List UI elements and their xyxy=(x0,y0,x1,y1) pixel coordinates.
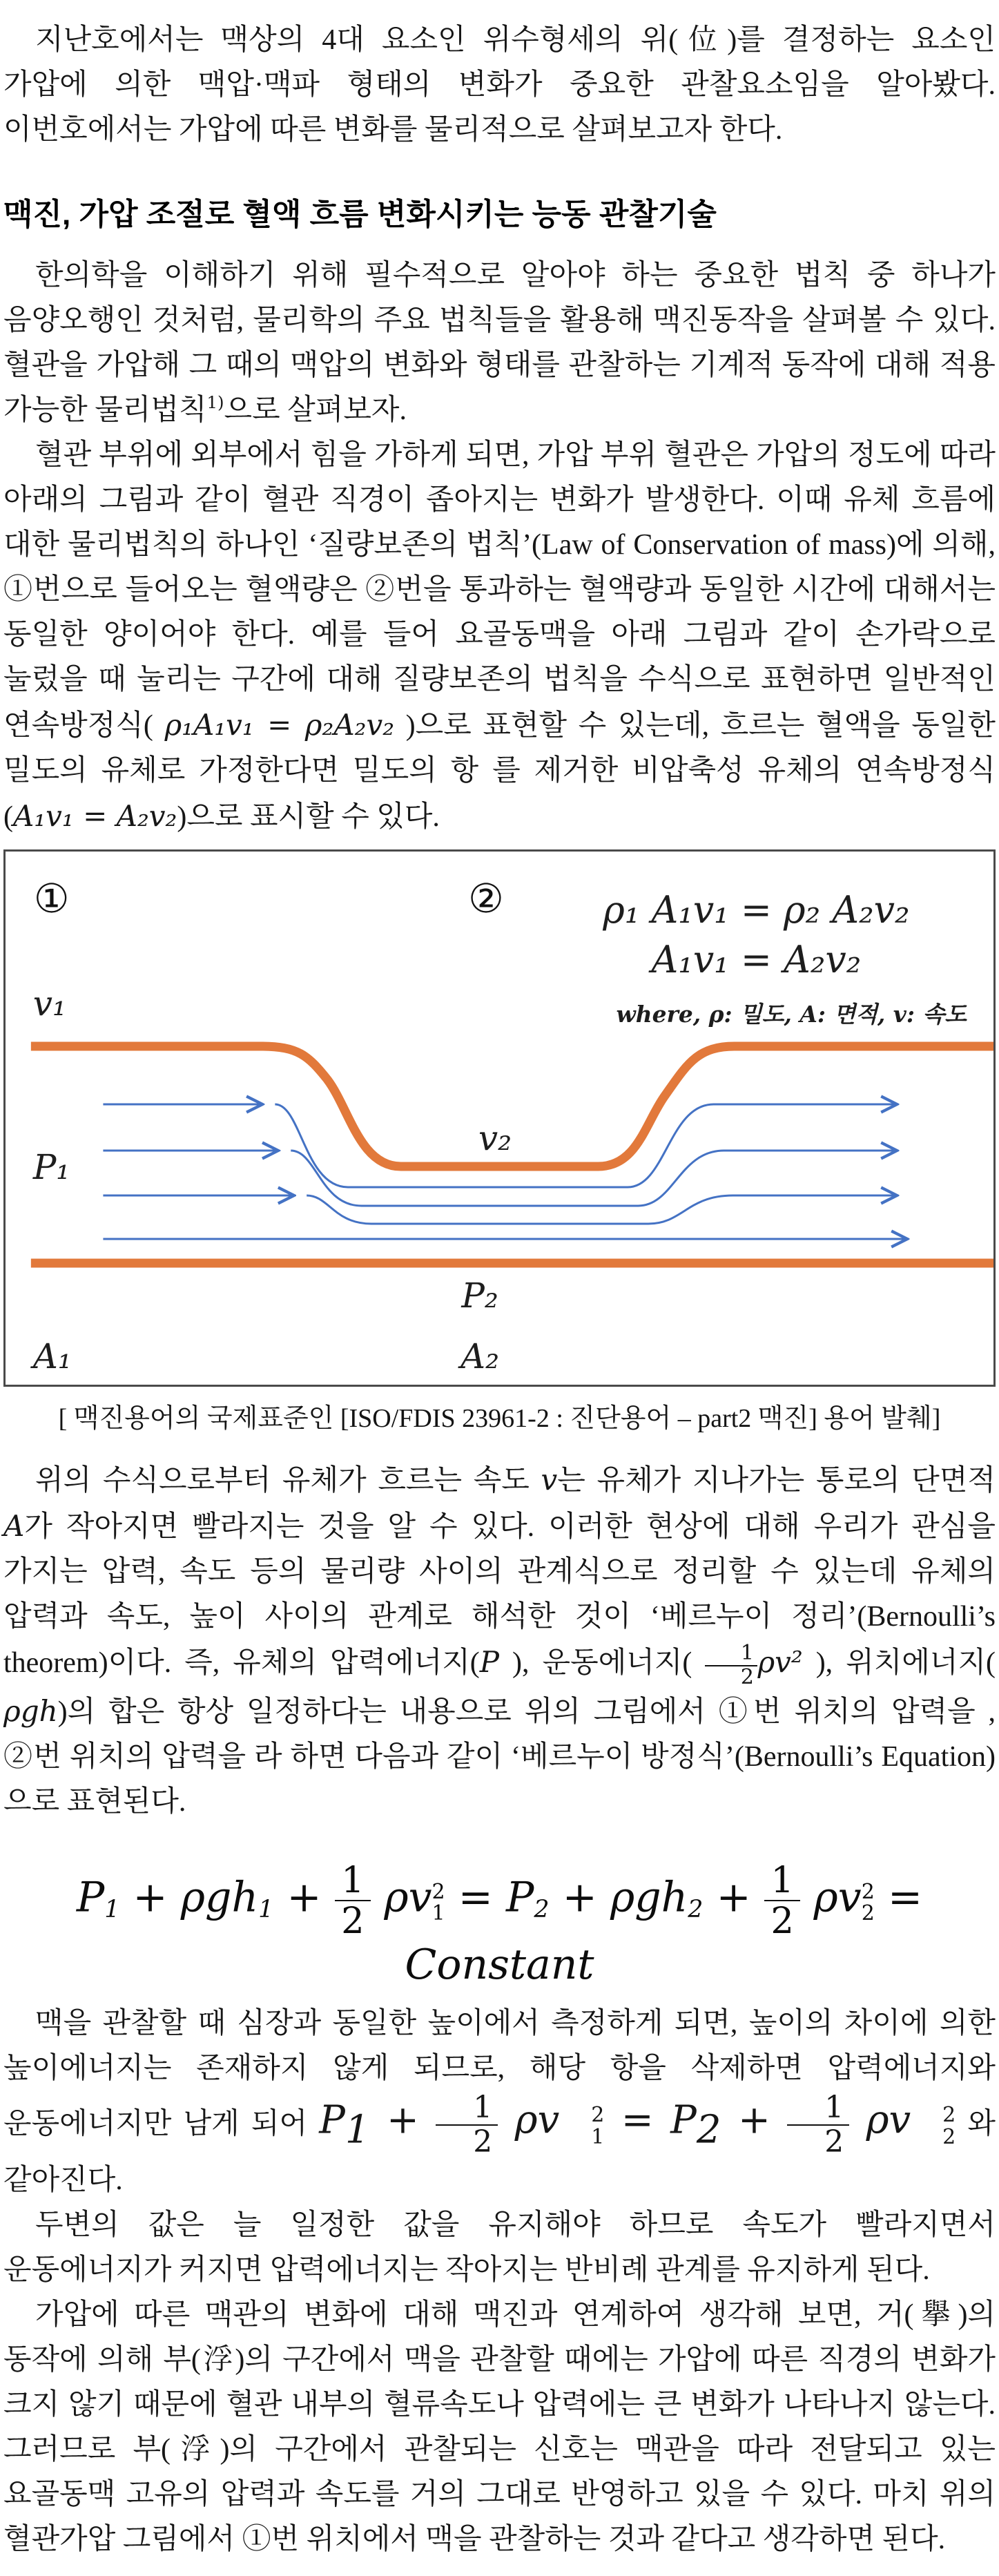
vessel-flow-svg xyxy=(6,852,993,1385)
article xyxy=(3,18,996,2562)
section-heading: 맥진, 가압 조절로 혈액 흐름 변화시키는 능동 관찰기술 xyxy=(3,198,717,231)
streamline-3-right xyxy=(307,1195,895,1224)
circled-2-label: ② xyxy=(468,874,504,923)
area-1-label: A₁ xyxy=(32,1336,72,1377)
bernoulli-equation: $P_1 + \rho gh_1$ + $\frac{1}{2}$ ρv 2 1 = $P_2 + \rho gh_2$ + $\frac{1}{2}$ ρv 2 2 = Constant xyxy=(76,1859,923,1990)
velocity-2-label: v₂ xyxy=(478,1117,512,1159)
pressure-2-label: P₂ xyxy=(461,1275,498,1316)
area-2-label: A₂ xyxy=(460,1336,500,1377)
intro-paragraph: 지난호에서는 맥상의 4대 요소인 위수형세의 위(位)를 결정하는 요소인 가압에 의한 맥압·맥파 형태의 변화가 중요한 관찰요소임을 알아봤다. 이번호에서는 가압에 따른 변화를 물리적으로 살펴보고자 한다. xyxy=(3,24,996,146)
vessel-top-wall xyxy=(31,1046,993,1166)
where-note-label: where, ρ: 밀도, A: 면적, v: 속도 xyxy=(616,1000,967,1028)
continuity-equation-label: ρ₁ A₁v₁ = ρ₂ A₂v₂ xyxy=(603,887,910,932)
paragraph-simplified-equation: 맥을 관찰할 때 심장과 동일한 높이에서 측정하게 되면, 높이의 차이에 의한 높이에너지는 존재하지 않게 되므로, 해당 항을 삭제하면 압력에너지와 운동에너지만 남게 되어 $P_1$ + $\frac{1}{2}$ ρv 2 1 = $P_2$ + $\frac{1}{2}$ ρv 2 2 와 같아진다. xyxy=(3,2008,996,2197)
circled-1-label: ① xyxy=(33,874,70,923)
paragraph-mass-conservation: 혈관 부위에 외부에서 힘을 가하게 되면, 가압 부위 혈관은 가압의 정도에 따라 아래의 그림과 같이 혈관 직경이 좁아지는 변화가 발생한다. 이때 유체 흐름에 대한 물리법칙의 하나인 ‘질량보존의 법칙’(Law of Conservation of mass)에 의해, ①번으로 들어오는 혈액량은 ②번을 통과하는 혈액량과 동일한 시간에 대해서는 동일한 양이어야 한다. 예를 들어 요골동맥을 아래 그림과 같이 손가락으로 눌렀을 때 눌리는 구간에 대해 질량보존의 법칙을 수식으로 표현하면 일반적인 연속방정식( ρ₁A₁v₁ = ρ₂A₂v₂ )으로 표현할 수 있는데, 흐르는 혈액을 동일한 밀도의 유체로 가정한다면 밀도의 항 를 제거한 비압축성 유체의 연속방정식(A₁v₁ = A₂v₂)으로 표시할 수 있다. xyxy=(3,439,996,833)
paragraph-pulse-application: 가압에 따른 맥관의 변화에 대해 맥진과 연계하여 생각해 보면, 거(擧)의 동작에 의해 부(浮)의 구간에서 맥을 관찰할 때에는 가압에 따른 직경의 변화가 크지 않기 때문에 혈관 내부의 혈류속도나 압력에는 큰 변화가 나타나지 않는다. 그러므로 부(浮)의 구간에서 관찰되는 신호는 맥관을 따라 전달되고 있는 요골동맥 고유의 압력과 속도를 거의 그대로 반영하고 있을 수 있다. 마치 위의 혈관가압 그림에서 ①번 위치에서 맥을 관찰하는 것과 같다고 생각하면 된다. xyxy=(3,2299,996,2556)
incompressible-equation-label: A₁v₁ = A₂v₂ xyxy=(651,937,862,982)
paragraph-inverse-relation: 두변의 값은 늘 일정한 값을 유지해야 하므로 속도가 빨라지면서 운동에너지가 커지면 압력에너지는 작아지는 반비례 관계를 유지하게 된다. xyxy=(3,2209,996,2287)
figure-vessel-compression-diagram xyxy=(3,849,996,1387)
velocity-1-label: v₁ xyxy=(32,983,66,1024)
figure-caption: [ 맥진용어의 국제표준인 [ISO/FDIS 23961-2 : 진단용어 – part2 맥진] 용어 발췌] xyxy=(58,1404,941,1433)
paragraph-bernoulli-theorem: 위의 수식으로부터 유체가 흐르는 속도 v는 유체가 지나가는 통로의 단면적 A가 작아지면 빨라지는 것을 알 수 있다. 이러한 현상에 대해 우리가 관심을 가지는 압력, 속도 등의 물리량 사이의 관계식으로 정리할 수 있는데 유체의 압력과 속도, 높이 사이의 관계로 해석한 것이 ‘베르누이 정리’(Bernoulli’s theorem)이다. 즉, 유체의 압력에너지(P ), 운동에너지( $\frac{1}{2}$ ρv² ), 위치에너지( ρgh)의 합은 항상 일정하다는 내용으로 위의 그림에서 ①번 위치의 압력을 , ②번 위치의 압력을 라 하면 다음과 같이 ‘베르누이 방정식’(Bernoulli’s Equation)으로 표현된다. xyxy=(3,1463,996,1818)
paragraph-physics-laws: 한의학을 이해하기 위해 필수적으로 알아야 하는 중요한 법칙 중 하나가 음양오행인 것처럼, 물리학의 주요 법칙들을 활용해 맥진동작을 살펴볼 수 있다. 혈관을 가압해 그 때의 맥압의 변화와 형태를 관찰하는 기계적 동작에 대해 적용 가능한 물리법칙$^{1)}$으로 살펴보자. xyxy=(3,260,996,426)
pressure-1-label: P₁ xyxy=(32,1146,70,1188)
